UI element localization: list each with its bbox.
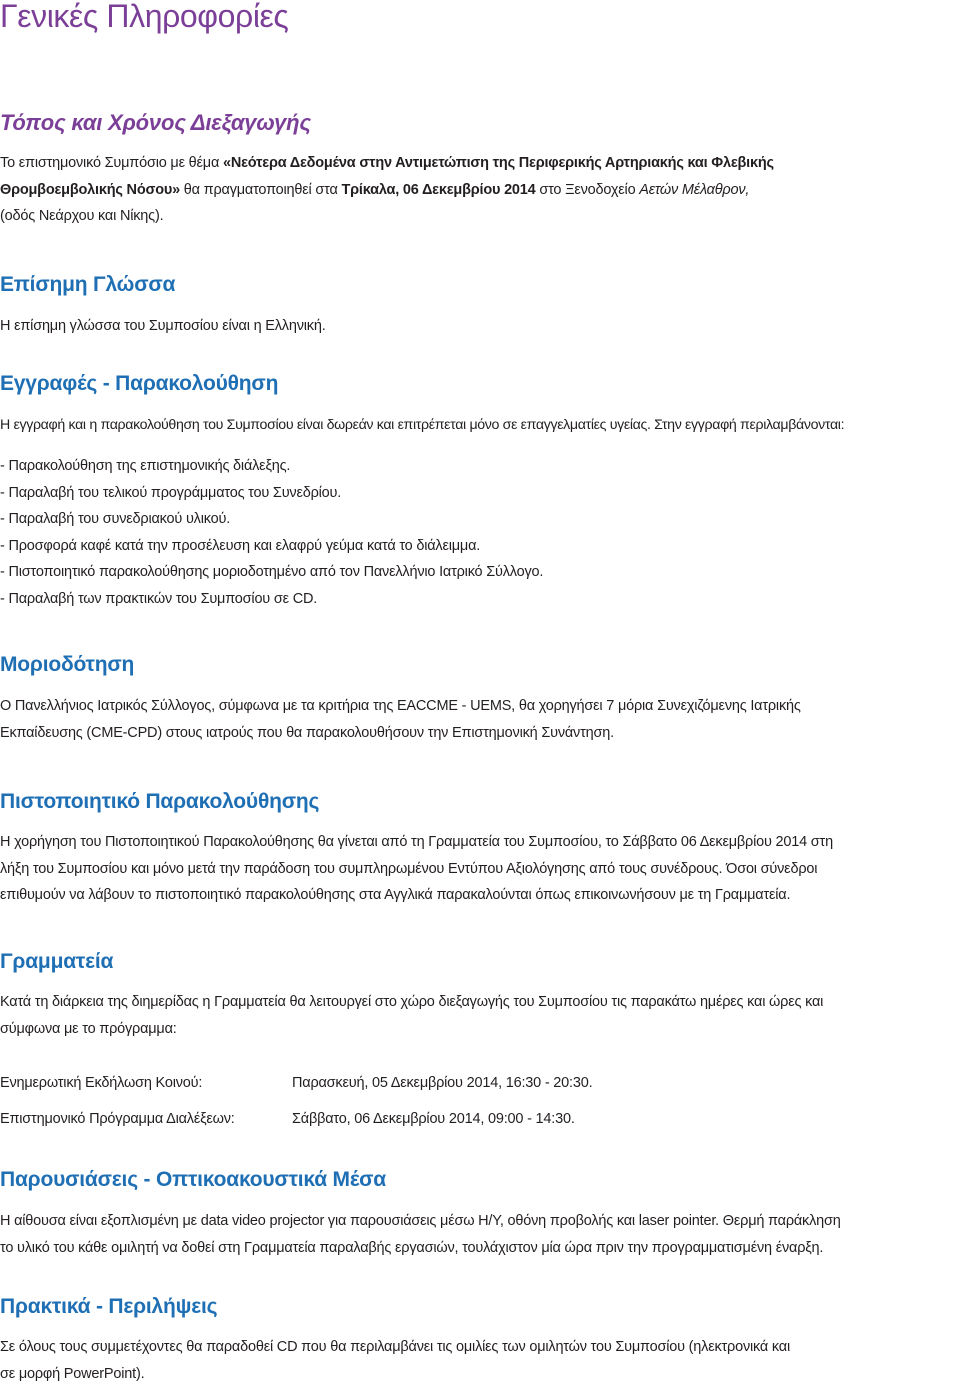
certificate-line: λήξη του Συμποσίου και μόνο μετά την παράδοση του συμπληρωμένου Εντύπου Αξιολόγησης από τους συνέδρους. Όσοι σύνεδροι [0, 860, 818, 877]
registration-list [0, 453, 543, 612]
registration-text: Η εγγραφή και η παρακολούθηση του Συμποσίου είναι δωρεάν και επιτρέπεται μόνο σε επαγγελματίες υγείας. Στην εγγραφή περιλαμβάνονται: [0, 417, 845, 433]
secretariat-paragraph [0, 989, 960, 1042]
schedule-label-lectures: Επιστημονικό Πρόγραμμα Διαλέξεων: [0, 1111, 235, 1127]
credits-paragraph [0, 693, 960, 746]
symposium-title-part-1: «Νεότερα Δεδομένα στην Αντιμετώπιση της Περιφερικής Αρτηριακής και Φλεβικής [222, 155, 774, 171]
certificate-line: Η χορήγηση του Πιστοποιητικού Παρακολούθησης θα γίνεται από τη Γραμματεία του Συμποσίου, το Σάββατο 06 Δεκεμβρίου 2014 στη [0, 834, 833, 850]
venue-heading: Τόπος και Χρόνος Διεξαγωγής [0, 110, 311, 135]
venue-paragraph [0, 150, 960, 230]
list-item: - Προσφορά καφέ κατά την προσέλευση και ελαφρύ γεύμα κατά το διάλειμμα. [0, 537, 481, 554]
venue-line-1 [0, 150, 960, 177]
certificate-line: επιθυμούν να λάβουν το πιστοποιητικό παρακολούθησης στα Αγγλικά παρακαλούνται όπως επικοινωνήσουν με τη Γραμματεία. [0, 887, 791, 903]
schedule-value-lectures: Σάββατο, 06 Δεκεμβρίου 2014, 09:00 - 14:30. [292, 1111, 575, 1127]
registration-heading: Εγγραφές - Παρακολούθηση [0, 372, 279, 395]
list-item: - Παραλαβή του συνεδριακού υλικού. [0, 511, 231, 527]
venue-text-1: Το επιστημονικό Συμπόσιο με θέμα [0, 155, 223, 171]
proceedings-paragraph [0, 1334, 960, 1387]
list-item: - Παραλαβή του τελικού προγράμματος του Συνεδρίου. [0, 484, 342, 501]
secretariat-heading: Γραμματεία [0, 950, 114, 973]
schedule-value-public-event: Παρασκευή, 05 Δεκεμβρίου 2014, 16:30 - 20:30. [292, 1075, 593, 1091]
presentations-line: το υλικό του κάθε ομιλητή να δοθεί στη Γραμματεία παραλαβής εργασιών, τουλάχιστον μία ώρα πριν την προγραμματισμένη έναρξη. [0, 1239, 824, 1256]
secretariat-line: Κατά τη διάρκεια της διημερίδας η Γραμματεία θα λειτουργεί στο χώρο διεξαγωγής του Συμποσίου τις παρακάτω ημέρες και ώρες και [0, 994, 824, 1010]
list-item: - Παραλαβή των πρακτικών του Συμποσίου σε CD. [0, 590, 318, 607]
proceedings-line: σε μορφή PowerPoint). [0, 1365, 145, 1382]
secretariat-line: σύμφωνα με το πρόγραμμα: [0, 1020, 177, 1037]
language-text: Η επίσημη γλώσσα του Συμποσίου είναι η Ελληνική. [0, 318, 326, 334]
symposium-title-part-2: Θρομβοεμβολικής Νόσου» [0, 181, 180, 198]
hotel-name: Αετών Μέλαθρον, [639, 181, 750, 198]
proceedings-line: Σε όλους τους συμμετέχοντες θα παραδοθεί CD που θα περιλαμβάνει τις ομιλίες των ομιλητών του Συμποσίου (ηλεκτρονικά και [0, 1339, 791, 1355]
certificate-heading: Πιστοποιητικό Παρακολούθησης [0, 790, 320, 813]
venue-place-date: Τρίκαλα, 06 Δεκεμβρίου 2014 [341, 181, 536, 198]
presentations-paragraph [0, 1208, 960, 1261]
venue-line-3: (οδός Νεάρχου και Νίκης). [0, 208, 164, 224]
proceedings-heading: Πρακτικά - Περιλήψεις [0, 1295, 218, 1318]
page-title: Γενικές Πληροφορίες [0, 0, 289, 34]
venue-text-3: στο Ξενοδοχείο [535, 181, 640, 198]
list-item: - Παρακολούθηση της επιστημονικής διάλεξης. [0, 458, 291, 474]
language-heading: Επίσημη Γλώσσα [0, 273, 176, 296]
venue-text-2: θα πραγματοποιηθεί στα [179, 181, 342, 198]
credits-line: Εκπαίδευσης (CME-CPD) στους ιατρούς που θα παρακολουθήσουν την Επιστημονική Συνάντηση. [0, 724, 614, 741]
credits-line: Ο Πανελλήνιος Ιατρικός Σύλλογος, σύμφωνα με τα κριτήρια της EACCME - UEMS, θα χορηγήσει 7 μόρια Συνεχιζόμενης Ιατρικής [0, 698, 801, 714]
list-item: - Πιστοποιητικό παρακολούθησης μοριοδοτημένο από τον Πανελλήνιο Ιατρικό Σύλλογο. [0, 564, 544, 580]
credits-heading: Μοριοδότηση [0, 653, 135, 676]
venue-line-2 [0, 177, 960, 204]
presentations-heading: Παρουσιάσεις - Οπτικοακουστικά Μέσα [0, 1168, 386, 1191]
schedule-label-public-event: Ενημερωτική Εκδήλωση Κοινού: [0, 1075, 203, 1091]
presentations-line: Η αίθουσα είναι εξοπλισμένη με data video projector για παρουσιάσεις μέσω Η/Υ, οθόνη προβολής και laser pointer. Θερμή παράκληση [0, 1213, 841, 1229]
certificate-paragraph [0, 829, 960, 909]
